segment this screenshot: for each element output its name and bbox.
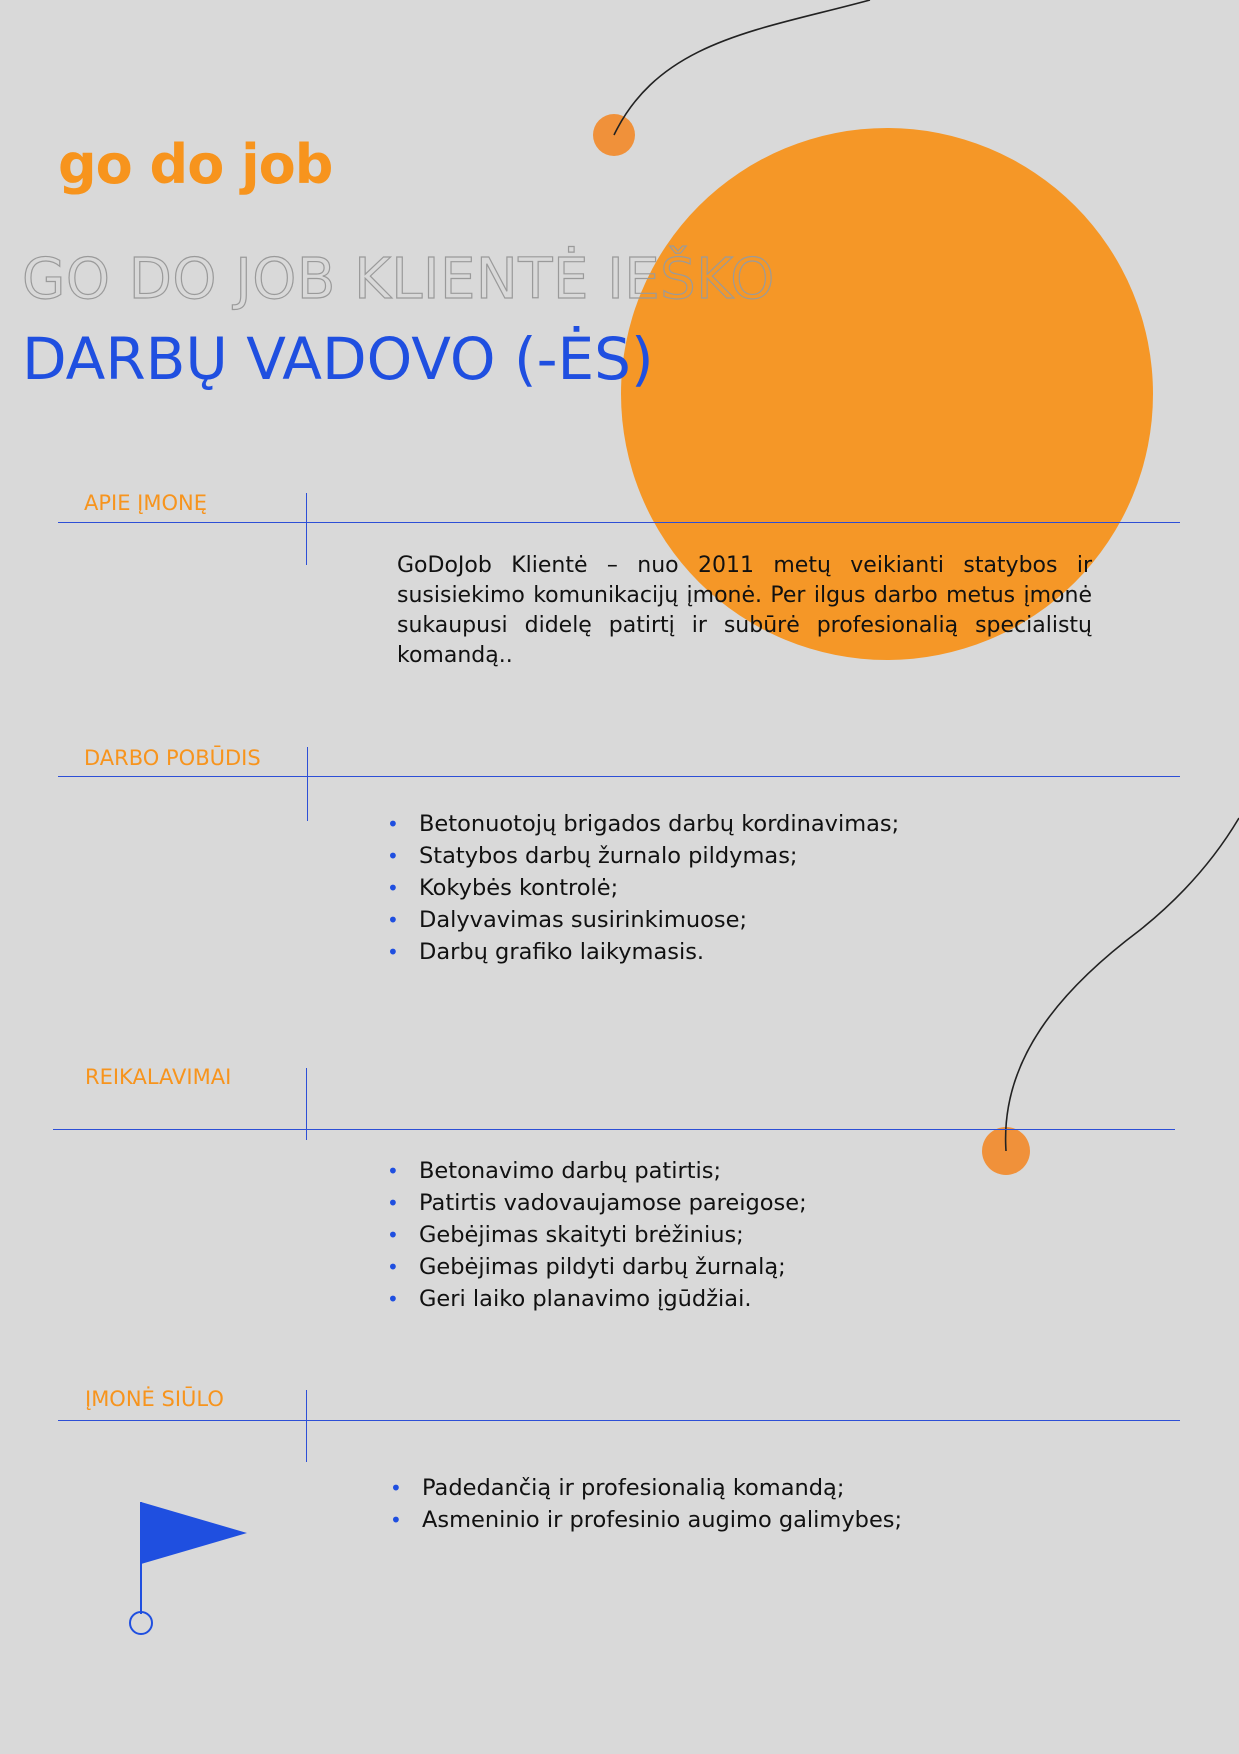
about-text: GoDoJob Klientė – nuo 2011 metų veikianti statybos ir susisiekimo komunikacijų įmonė. Per ilgus darbo metus įmonė sukaupusi didelę patirtį ir subūrė profesionalią specialistų komandą.. (397, 553, 1092, 668)
list-item: • Betonavimo darbų patirtis; (387, 1155, 807, 1187)
page-title: DARBŲ VADOVO (-ĖS) (22, 325, 654, 393)
list-item: • Padedančią ir profesionalią komandą; (390, 1472, 902, 1504)
list-item: • Betonuotojų brigados darbų kordinavimas; (387, 808, 899, 840)
list-item: • Asmeninio ir profesinio augimo galimybes; (390, 1504, 902, 1536)
list-item: • Dalyvavimas susirinkimuose; (387, 904, 899, 936)
curve-line-top (614, 0, 870, 135)
list-item: • Darbų grafiko laikymasis. (387, 936, 899, 968)
page-title-outline: GO DO JOB KLIENTĖ IEŠKO (22, 247, 775, 312)
section-divider-about (58, 522, 1180, 523)
section-label-offer: ĮMONĖ SIŪLO (85, 1387, 224, 1411)
list-item: • Kokybės kontrolė; (387, 872, 899, 904)
section-divider-requirements (53, 1129, 1175, 1130)
requirements-list (387, 1155, 807, 1315)
list-item: • Patirtis vadovaujamose pareigose; (387, 1187, 807, 1219)
section-vline-offer (306, 1390, 307, 1462)
company-logo: go do job (58, 133, 333, 196)
curve-line-right (1006, 818, 1239, 1151)
section-divider-offer (58, 1420, 1180, 1421)
section-label-about: APIE ĮMONĘ (84, 491, 207, 515)
list-item: • Gebėjimas skaityti brėžinius; (387, 1219, 807, 1251)
section-label-requirements: REIKALAVIMAI (85, 1065, 232, 1089)
section-vline-duties (307, 747, 308, 821)
section-label-duties: DARBO POBŪDIS (84, 746, 261, 770)
list-item: • Statybos darbų žurnalo pildymas; (387, 840, 899, 872)
flag-icon (130, 1502, 247, 1634)
list-item: • Gebėjimas pildyti darbų žurnalą; (387, 1251, 807, 1283)
offer-list (390, 1472, 902, 1536)
section-vline-about (306, 493, 307, 565)
list-item: • Geri laiko planavimo įgūdžiai. (387, 1283, 807, 1315)
section-divider-duties (58, 776, 1180, 777)
duties-list (387, 808, 899, 968)
section-vline-requirements (306, 1068, 307, 1140)
